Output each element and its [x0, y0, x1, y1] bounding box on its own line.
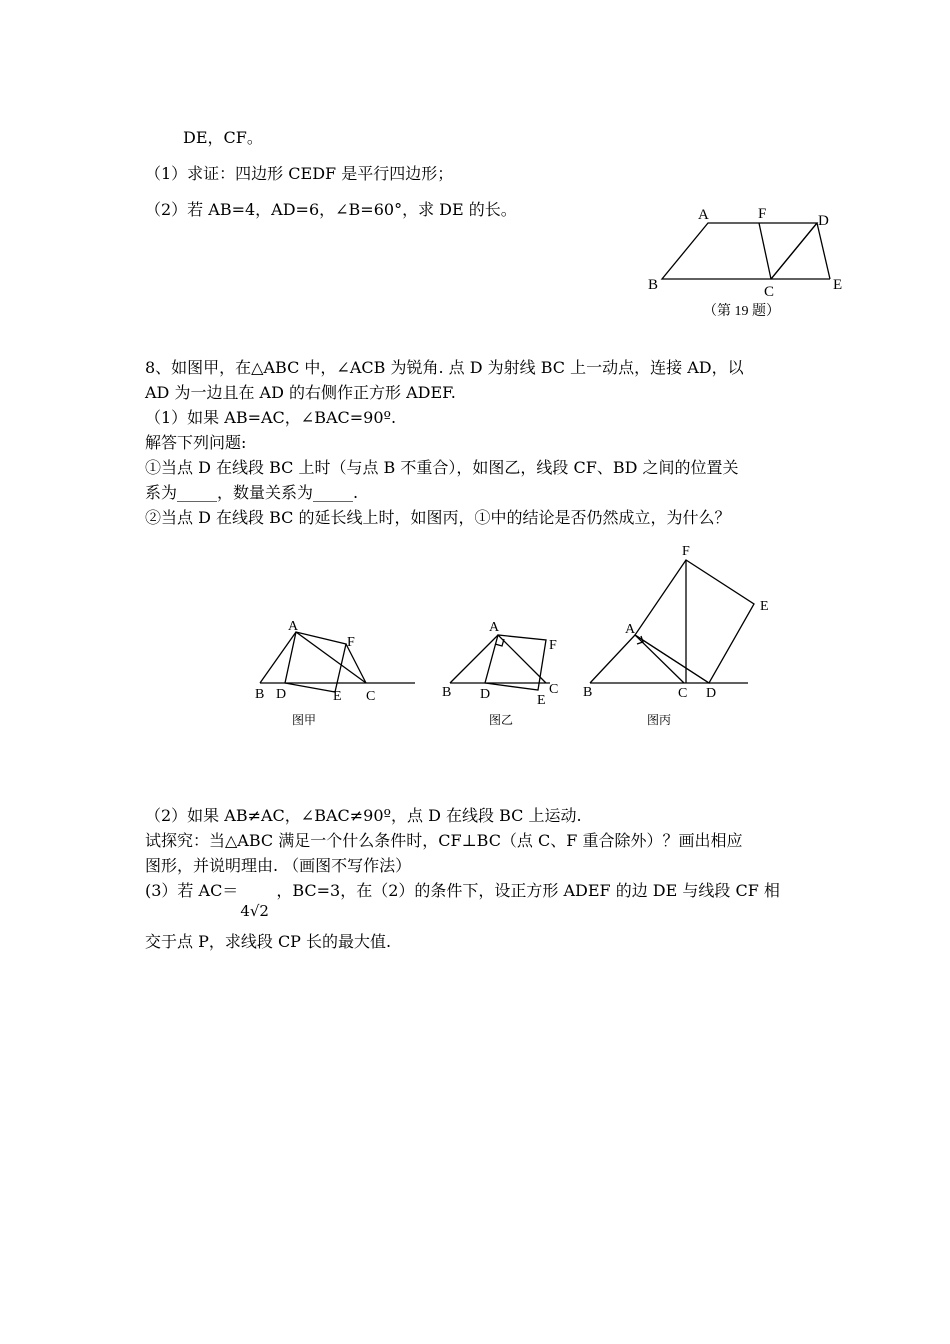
label-d: D	[818, 213, 829, 229]
q8-part2-line1: （2）如果 AB≠AC，∠BAC≠90º，点 D 在线段 BC 上运动.	[145, 806, 582, 825]
q8-line2: AD 为一边且在 AD 的右侧作正方形 ADEF.	[145, 383, 456, 402]
label-e: E	[833, 277, 843, 293]
q8-part3-line1	[145, 881, 780, 920]
q8-line5: ①当点 D 在线段 BC 上时（与点 B 不重合），如图乙，线段 CF、BD 之间的位置关	[145, 458, 739, 477]
label-b: B	[648, 277, 659, 293]
bing-square-adef	[635, 560, 754, 683]
jia-label-f: F	[347, 635, 355, 650]
q8-line4: 解答下列问题:	[145, 433, 247, 452]
yi-ab	[450, 635, 498, 683]
q8-line7: ②当点 D 在线段 BC 的延长线上时，如图丙，①中的结论是否仍然成立，为什么？	[145, 508, 731, 527]
bing-label-a: A	[625, 622, 636, 637]
q8-part3-line2: 交于点 P，求线段 CP 长的最大值.	[145, 932, 392, 951]
figures-q8	[240, 540, 780, 740]
yi-label-f: F	[549, 638, 557, 653]
bing-label-d: D	[706, 686, 717, 701]
jia-label-a: A	[288, 619, 299, 634]
jia-ac	[296, 632, 366, 683]
label-f: F	[758, 206, 767, 222]
bing-label-f: F	[682, 544, 690, 559]
bing-label-c: C	[678, 686, 688, 701]
yi-label-c: C	[549, 682, 559, 697]
yi-label-d: D	[480, 687, 491, 702]
jia-label-b: B	[255, 687, 265, 702]
figure-jia	[255, 619, 415, 727]
yi-caption: 图乙	[489, 713, 514, 727]
bing-ab	[590, 635, 635, 683]
yi-square-adef	[485, 635, 546, 690]
label-a: A	[698, 207, 709, 223]
q19-part2: （2）若 AB=4，AD=6，∠B=60°，求 DE 的长。	[145, 200, 517, 219]
segment-cf	[759, 223, 771, 279]
figure-bing	[583, 544, 769, 727]
q8-line6: 系为_____，数量关系为_____.	[145, 483, 359, 502]
yi-label-e: E	[537, 693, 546, 708]
label-c: C	[764, 284, 775, 300]
q8-part2-line3: 图形，并说明理由. （画图不写作法）	[145, 856, 412, 875]
bing-label-e: E	[760, 599, 769, 614]
bing-ad	[635, 635, 709, 683]
q19-line-de-cf: DE，CF。	[183, 128, 263, 147]
jia-caption: 图甲	[292, 713, 317, 727]
figure-yi	[442, 620, 558, 727]
jia-label-c: C	[366, 689, 376, 704]
segment-ad-extended	[817, 223, 830, 279]
segment-cd	[771, 223, 817, 279]
bing-caption: 图丙	[647, 713, 672, 727]
q8-part2-line2: 试探究：当△ABC 满足一个什么条件时，CF⊥BC（点 C、F 重合除外）？画出相应	[145, 831, 743, 850]
part3-suffix: ，BC=3，在（2）的条件下，设正方形 ADEF 的边 DE 与线段 CF 相	[276, 881, 780, 900]
bing-label-b: B	[583, 685, 593, 700]
jia-label-e: E	[333, 689, 342, 704]
q8-line3: （1）如果 AB=AC，∠BAC=90º.	[145, 408, 397, 427]
sqrt-expression	[238, 881, 276, 920]
part3-prefix: (3）若 AC＝	[145, 881, 239, 900]
q19-part1: （1）求证：四边形 CEDF 是平行四边形；	[145, 164, 454, 183]
yi-ac	[498, 635, 546, 683]
jia-label-d: D	[276, 687, 287, 702]
sqrt-value: 4√2	[240, 902, 269, 920]
yi-label-b: B	[442, 685, 452, 700]
figure-q19	[640, 200, 860, 325]
yi-label-a: A	[489, 620, 500, 635]
figure-caption: （第 19 题）	[703, 304, 780, 319]
q8-line1: 8、如图甲，在△ABC 中，∠ACB 为锐角. 点 D 为射线 BC 上一动点，连接 AD，以	[145, 358, 744, 377]
